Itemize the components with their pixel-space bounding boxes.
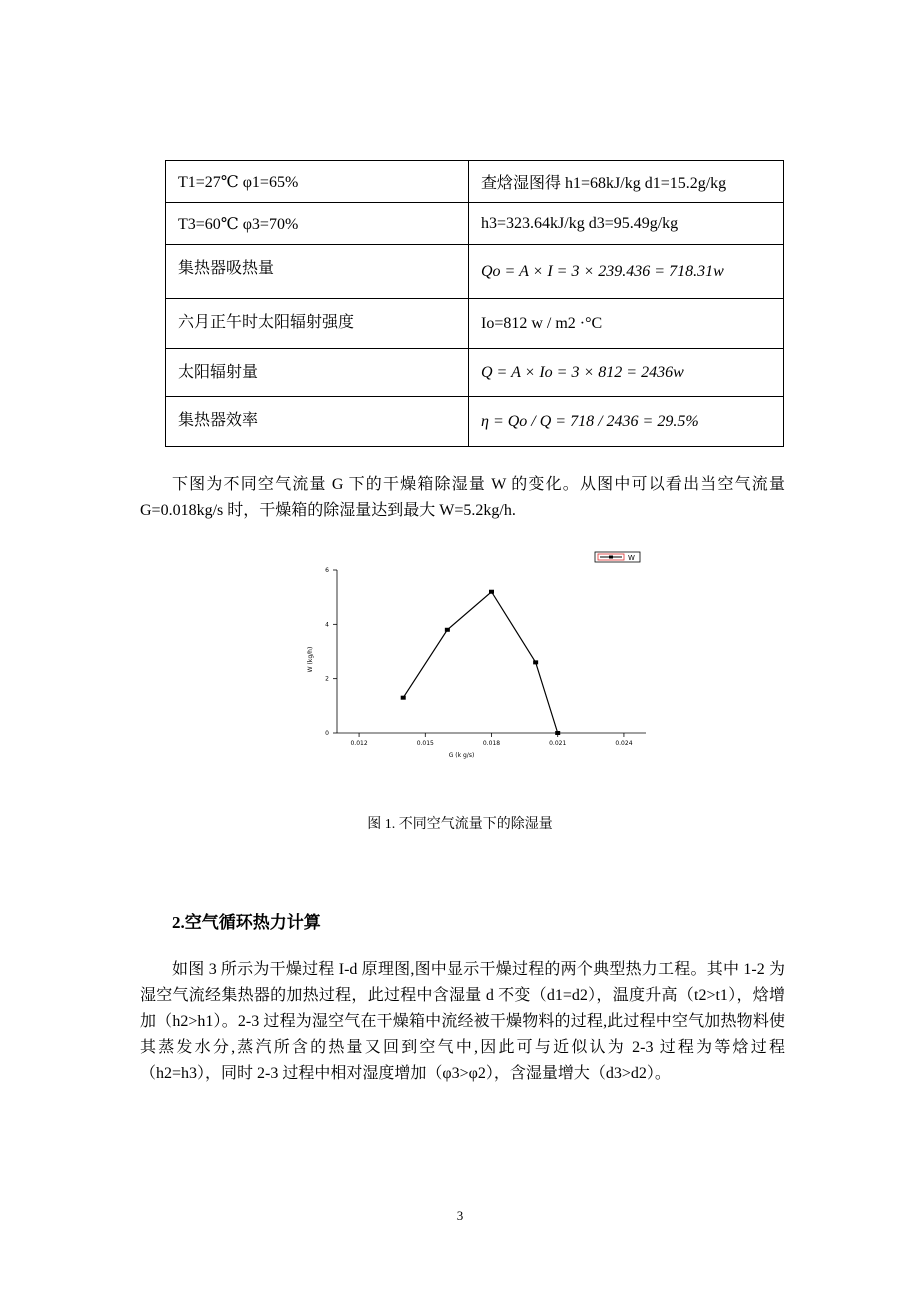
y-tick-label: 2	[325, 675, 329, 683]
table-cell-efficiency-label: 集热器效率	[166, 397, 469, 447]
x-axis-label: G (k g/s)	[448, 752, 475, 759]
x-tick-label: 0.015	[416, 740, 434, 747]
data-point	[555, 731, 560, 735]
paragraph-chart-intro: 下图为不同空气流量 G 下的干燥箱除湿量 W 的变化。从图中可以看出当空气流量 G=0.018kg/s 时，干燥箱的除湿量达到最大 W=5.2kg/h.	[140, 476, 785, 519]
chart-marks	[401, 590, 561, 735]
chart-axes	[307, 567, 646, 759]
table-cell-efficiency-formula: η = Qo / Q = 718 / 2436 = 29.5%	[469, 397, 784, 447]
data-point	[445, 628, 450, 632]
table-cell-irradiance-label: 六月正午时太阳辐射强度	[166, 299, 469, 349]
y-tick-label: 4	[325, 621, 329, 629]
data-point	[401, 696, 406, 700]
x-tick-label: 0.018	[482, 740, 501, 747]
chart-legend	[595, 552, 640, 562]
x-tick-label: 0.012	[350, 740, 368, 747]
table-cell-h1: 查焓湿图得 h1=68kJ/kg d1=15.2g/kg	[469, 161, 784, 203]
table-cell-h3: h3=323.64kJ/kg d3=95.49g/kg	[469, 203, 784, 245]
table-cell-collector-heat-formula: Qo = A × I = 3 × 239.436 = 718.31w	[469, 245, 784, 299]
section-heading: 2.空气循环热力计算	[172, 913, 321, 932]
paragraph-process-description: 如图 3 所示为干燥过程 I-d 原理图,图中显示干燥过程的两个典型热力工程。其中 1-2 为湿空气流经集热器的加热过程，此过程中含湿量 d 不变（d1=d2），温度升高（t2>t1），焓增加（h2>h1）。2-3 过程为湿空气在干燥箱中流经被干燥物料的过程,此过程中空气加热物料使其蒸发水分,蒸汽所含的热量又回到空气中,因此可与近似认为 2-3 过程为等焓过程（h2=h3），同时 2-3 过程中相对湿度增加（φ3>φ2），含湿量增大（d3>d2）。	[140, 961, 785, 1082]
table-cell-radiation-formula: Q = A × Io = 3 × 812 = 2436w	[469, 349, 784, 397]
table-cell-t1: T1=27℃ φ1=65%	[166, 161, 469, 203]
y-tick-label: 0	[325, 730, 329, 737]
table-cell-collector-heat-label: 集热器吸热量	[166, 245, 469, 299]
data-point	[489, 590, 494, 594]
table-cell-t3: T3=60℃ φ3=70%	[166, 203, 469, 245]
y-tick-label: 6	[325, 567, 329, 574]
legend-label: W	[628, 554, 635, 562]
table-cell-radiation-label: 太阳辐射量	[166, 349, 469, 397]
legend-marker	[609, 556, 613, 559]
x-tick-label: 0.024	[615, 740, 633, 747]
parameter-table	[165, 160, 784, 447]
x-tick-label: 0.021	[549, 740, 567, 747]
y-axis-label: W (kg/h)	[307, 646, 314, 673]
dehumidification-chart	[290, 545, 660, 765]
table-cell-irradiance-value: Io=812 w / m2 ·°C	[469, 299, 784, 349]
page-number: 3	[456, 1208, 464, 1223]
data-point	[533, 660, 538, 664]
figure-caption: 图 1. 不同空气流量下的除湿量	[367, 817, 553, 832]
